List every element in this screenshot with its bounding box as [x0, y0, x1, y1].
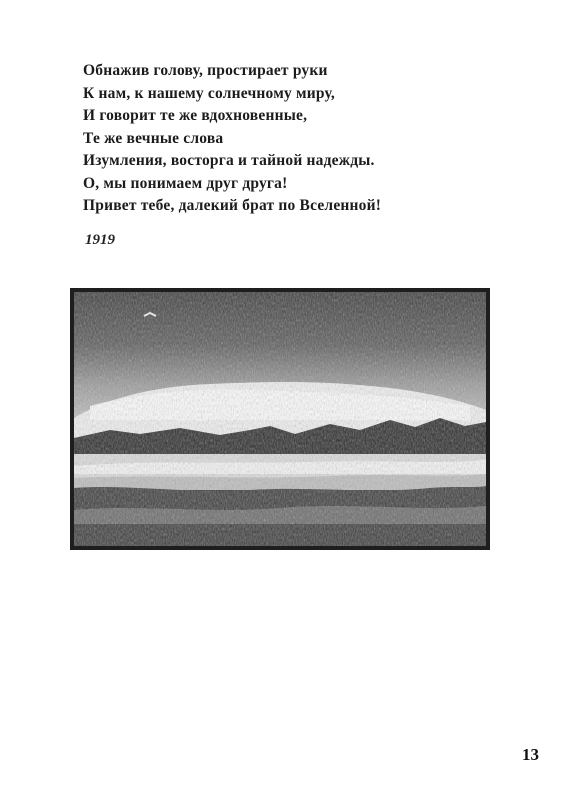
- page-number: 13: [522, 745, 539, 764]
- poem-line: О, мы понимаем друг друга!: [83, 174, 288, 192]
- landscape-drawing: [70, 288, 490, 550]
- poem-text: [83, 60, 523, 218]
- poem-line: Привет тебе, далекий брат по Вселенной!: [83, 197, 382, 214]
- poem-line: К нам, к нашему солнечному миру,: [83, 84, 335, 102]
- landscape-illustration: [70, 288, 490, 550]
- poem-line: Те же вечные слова: [83, 129, 224, 147]
- poem-line: Изумления, восторга и тайной надежды.: [83, 152, 375, 169]
- poem-date: 1919: [85, 232, 115, 248]
- poem-line: И говорит те же вдохновенные,: [83, 107, 308, 124]
- poem-line: Обнажив голову, простирает руки: [83, 62, 328, 79]
